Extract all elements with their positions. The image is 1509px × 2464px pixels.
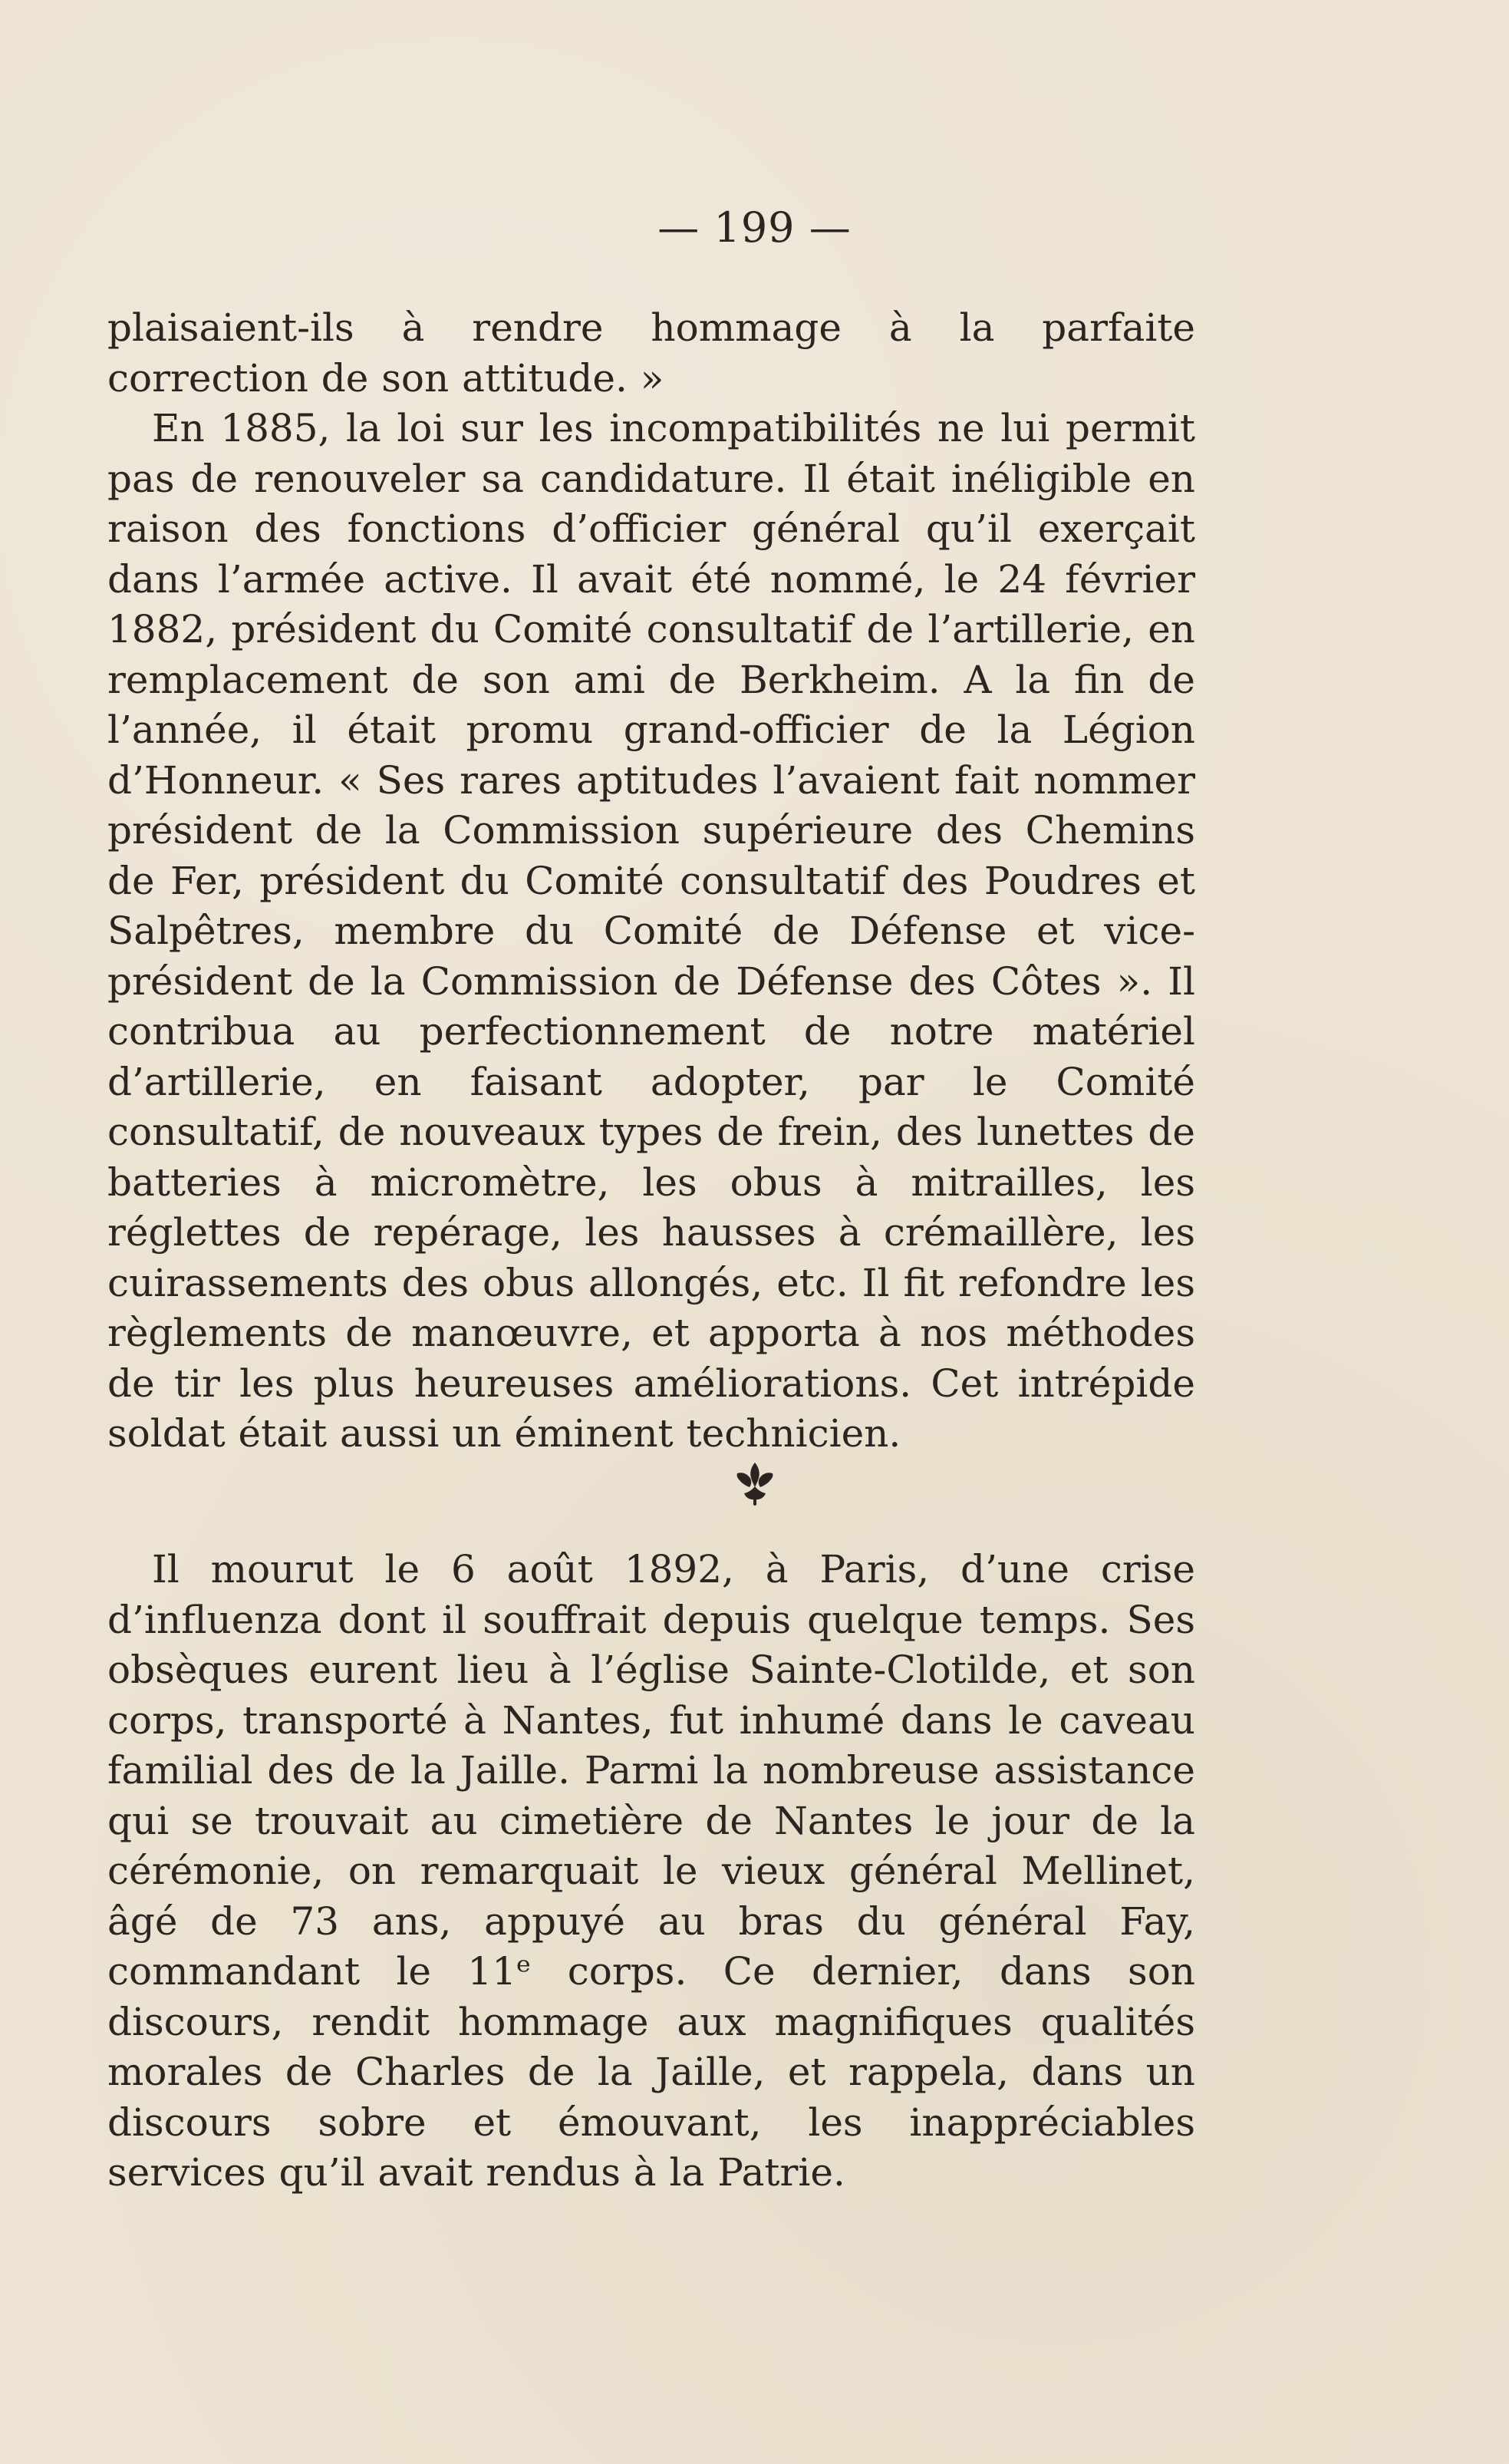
paragraph-death: Il mourut le 6 août 1892, à Paris, d’une crise d’influenza dont il souffrait depuis quelque temps. Ses obsèques eurent lieu à l’église Sainte-Clotilde, et son corps, transporté à Nantes, fut inhumé dans le caveau familial des de la Jaille. Parmi la nombreuse assistance qui se trouvait au cimetière de Nantes le jour de la cérémonie, on remarquait le vieux général Mellinet, âgé de 73 ans, appuyé au bras du général Fay, commandant le 11ᵉ corps. Ce dernier, dans son discours, rendit hommage aux magnifiques qualités morales de Charles de la Jaille, et rappela, dans un discours sobre et émouvant, les inappréciables services qu’il avait rendus à la Patrie. [107, 1547, 1195, 2195]
paragraph-continued: plaisaient-ils à rendre hommage à la parfaite correction de son attitude. » [107, 305, 1195, 401]
text-block-upper [107, 303, 1195, 1460]
fleuron-icon [0, 1453, 1509, 1514]
paragraph-service: En 1885, la loi sur les incompatibilités ne lui permit pas de renouveler sa candidature. Il était inéligible en raison des fonctions d’officier général qu’il exerçait dans l’armée active. Il avait été nommé, le 24 février 1882, président du Comité consultatif de l’artillerie, en remplacement de son ami de Berkheim. A la fin de l’année, il était promu grand-officier de la Légion d’Honneur. « Ses rares aptitudes l’avaient fait nommer président de la Commission supérieure des Chemins de Fer, président du Comité consultatif des Poudres et Salpêtres, membre du Comité de Défense et vice-président de la Commission de Défense des Côtes ». Il contribua au perfectionnement de notre matériel d’artillerie, en faisant adopter, par le Comité consultatif, de nouveaux types de frein, des lunettes de batteries à micromètre, les obus à mitrailles, les réglettes de repérage, les hausses à crémaillère, les cuirassements des obus allongés, etc. Il fit refondre les règlements de manœuvre, et apporta à nos méthodes de tir les plus heureuses améliorations. Cet intrépide soldat était aussi un éminent technicien. [107, 406, 1195, 1456]
page-number: — 199 — [657, 203, 852, 252]
text-block-lower [107, 1545, 1195, 2198]
